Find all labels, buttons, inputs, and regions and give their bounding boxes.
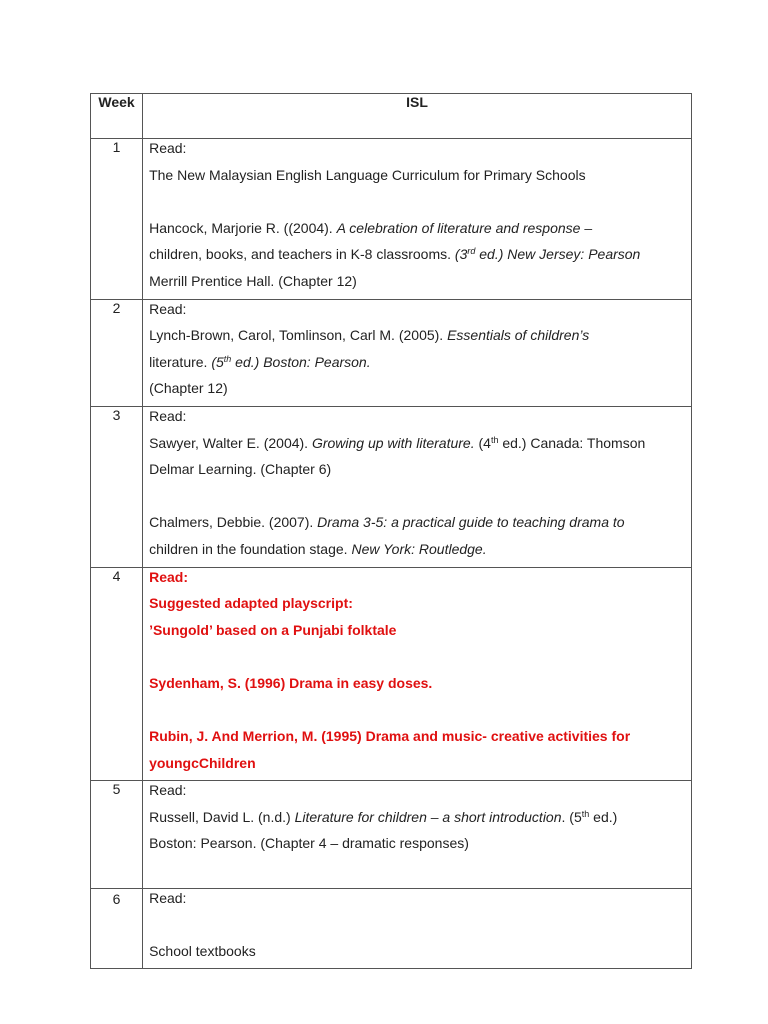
reading-cell — [143, 299, 692, 406]
reading-line: Sawyer, Walter E. (2004). Growing up with literature. (4th ed.) Canada: Thomson — [149, 434, 646, 451]
reading-line: School textbooks — [149, 942, 256, 959]
reading-line: children, books, and teachers in K-8 classrooms. (3rd ed.) New Jersey: Pearson — [149, 246, 641, 263]
reading-cell — [143, 888, 692, 969]
reading-line: Suggested adapted playscript: — [149, 595, 353, 612]
reading-line: children in the foundation stage. New York: Routledge. — [149, 540, 487, 557]
reading-cell — [143, 139, 692, 300]
reading-line: Boston: Pearson. (Chapter 4 – dramatic responses) — [149, 835, 469, 852]
reading-cell — [143, 567, 692, 781]
reading-cell — [143, 406, 692, 567]
reading-schedule-table — [90, 93, 692, 969]
table-row — [91, 406, 692, 567]
reading-line: Rubin, J. And Merrion, M. (1995) Drama and music- creative activities for — [149, 728, 631, 745]
table-row — [91, 781, 692, 888]
table-header-row — [91, 94, 692, 139]
table-body — [91, 139, 692, 969]
reading-line — [143, 487, 691, 514]
week-number: 1 — [91, 139, 143, 300]
reading-line: Read: — [149, 889, 187, 906]
reading-line — [143, 647, 691, 674]
reading-line: Read: — [149, 407, 187, 424]
reading-line: ’Sungold’ based on a Punjabi folktale — [149, 621, 397, 638]
reading-line — [143, 861, 691, 888]
reading-line: Read: — [149, 140, 187, 156]
week-number: 4 — [91, 567, 143, 781]
reading-line: Read: — [149, 300, 187, 317]
reading-line: Delmar Learning. (Chapter 6) — [149, 461, 332, 478]
reading-line: literature. (5th ed.) Boston: Pearson. — [149, 353, 371, 370]
reading-line: Chalmers, Debbie. (2007). Drama 3-5: a practical guide to teaching drama to — [149, 514, 625, 531]
week-number: 5 — [91, 781, 143, 888]
week-number: 3 — [91, 406, 143, 567]
reading-line — [143, 192, 691, 219]
reading-line: Merrill Prentice Hall. (Chapter 12) — [149, 272, 357, 289]
reading-line: Lynch-Brown, Carol, Tomlinson, Carl M. (2005). Essentials of children’s — [149, 327, 590, 344]
reading-line: Read: — [149, 782, 187, 799]
reading-line — [143, 915, 691, 942]
reading-line — [143, 700, 691, 727]
week-column-header: Week — [91, 94, 143, 139]
table-row — [91, 139, 692, 300]
week-number: 2 — [91, 299, 143, 406]
reading-line: Russell, David L. (n.d.) Literature for children – a short introduction. (5th ed.) — [149, 808, 618, 825]
reading-line: (Chapter 12) — [149, 380, 228, 397]
week-number: 6 — [91, 888, 143, 969]
reading-line: Read: — [149, 568, 188, 585]
reading-line: Sydenham, S. (1996) Drama in easy doses. — [149, 674, 433, 691]
reading-cell — [143, 781, 692, 888]
isl-column-header: ISL — [143, 94, 692, 139]
reading-line: youngcChildren — [149, 754, 256, 771]
reading-line: Hancock, Marjorie R. ((2004). A celebration of literature and response – — [149, 219, 593, 236]
table-row — [91, 567, 692, 781]
reading-line: The New Malaysian English Language Curriculum for Primary Schools — [149, 166, 586, 183]
table-row — [91, 888, 692, 969]
table-row — [91, 299, 692, 406]
